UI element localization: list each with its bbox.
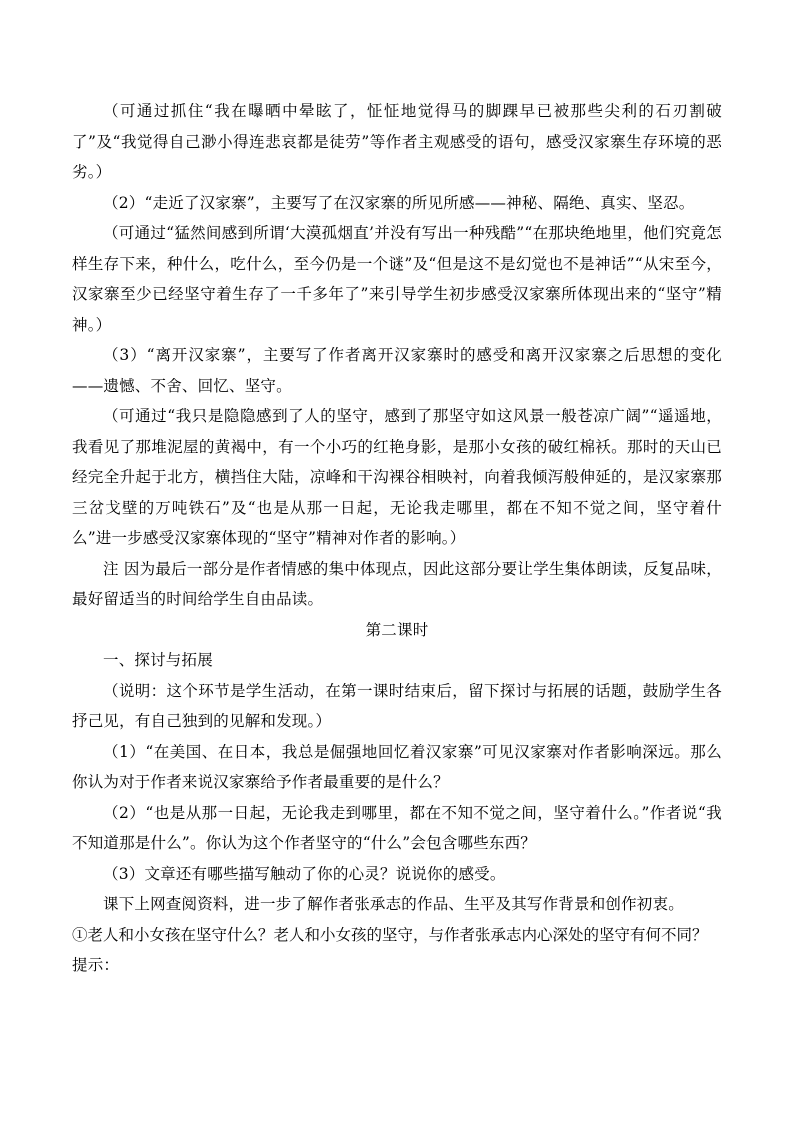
document-page — [72, 96, 722, 981]
hint-label: 提示： — [72, 956, 120, 974]
question-circled-1: ①老人和小女孩在坚守什么？老人和小女孩的坚守，与作者张承志内心深处的坚守有何不同？ — [72, 925, 708, 944]
paragraph-note: 注 因为最后一部分是作者情感的集中体现点，因此这部分要让学生集体朗读，反复品味，最好留适当的时间给学生自由品读。 — [72, 559, 722, 608]
paragraph-method-influence: （可通过“我只是隐隐感到了人的坚守，感到了那坚守如这风景一般苍凉广阔”“遥遥地，我看见了那堆泥屋的黄褐中，有一个小巧的红艳身影，是那小女孩的破红棉袄。那时的天山已经完全升起于北方，横挡住大陆，凉峰和干沟裸谷相映衬，向着我倾泻般伸延的，是汉家寨那三岔戈壁的万吨铁石”及“也是从那一日起，无论我走哪里，都在不知不觉之间，坚守着什么”进一步感受汉家寨体现的“坚守”精神对作者的影响。） — [72, 407, 722, 547]
question-1: （1）“在美国、在日本，我总是倔强地回忆着汉家寨”可见汉家寨对作者影响深远。那么你认为对于作者来说汉家寨给予作者最重要的是什么？ — [72, 742, 722, 791]
subheading-discussion: 一、探讨与拓展 — [103, 651, 213, 669]
paragraph-part-2-approaching: （2）“走近了汉家寨”，主要写了在汉家寨的所见所感——神秘、隔绝、真实、坚忍。 — [103, 193, 695, 212]
paragraph-method-persistence: （可通过“猛然间感到所谓‘大漠孤烟直’并没有写出一种残酷”“在那块绝地里，他们究竟怎样生存下来，种什么，吃什么，至今仍是一个谜”及“但是这不是幻觉也不是神话”“从宋至今，汉家寨至少已经坚守着生存了一千多年了”来引导学生初步感受汉家寨所体现出来的“坚守”精神。） — [72, 224, 722, 334]
paragraph-homework: 课下上网查阅资料，进一步了解作者张承志的作品、生平及其写作背景和创作初衷。 — [103, 895, 684, 913]
question-2: （2）“也是从那一日起，无论我走到哪里，都在不知不觉之间，坚守着什么。”作者说“我不知道那是什么”。你认为这个作者坚守的“什么”会包含哪些东西？ — [72, 803, 722, 852]
paragraph-method-harsh-environment: （可通过抓住“我在曝晒中晕眩了，怔怔地觉得马的脚踝早已被那些尖利的石刃割破了”及“我觉得自己渺小得连悲哀都是徒劳”等作者主观感受的语句，感受汉家寨生存环境的恶劣。） — [72, 102, 722, 181]
paragraph-part-3-leaving: （3）“离开汉家寨”，主要写了作者离开汉家寨时的感受和离开汉家寨之后思想的变化——遗憾、不舍、回忆、坚守。 — [72, 346, 722, 395]
section-heading-second-lesson: 第二课时 — [365, 620, 429, 639]
paragraph-explanation: （说明：这个环节是学生活动，在第一课时结束后，留下探讨与拓展的话题，鼓励学生各抒己见，有自己独到的见解和发现。） — [72, 681, 722, 730]
question-3: （3）文章还有哪些描写触动了你的心灵？说说你的感受。 — [103, 864, 506, 883]
